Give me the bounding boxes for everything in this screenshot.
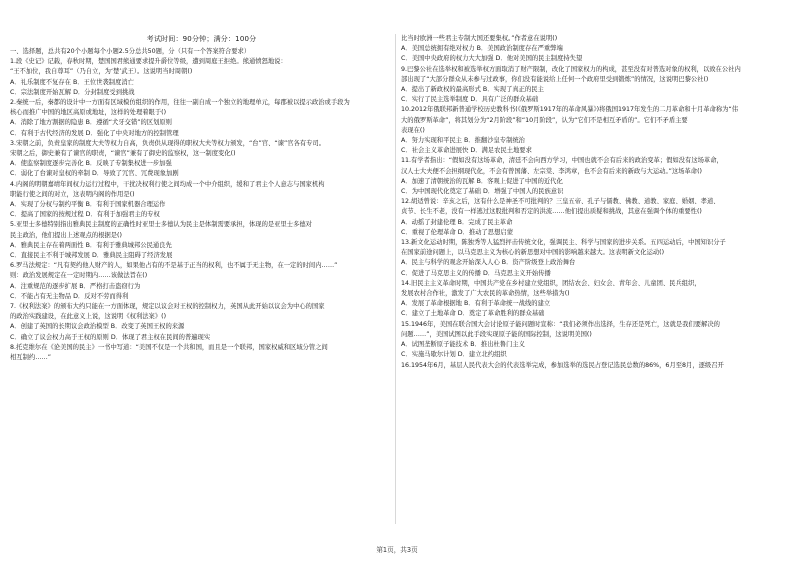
text-line: C．宗法制度开始瓦解 D．分封制度受到挑战 bbox=[10, 88, 135, 96]
text-line: 12.胡适曾说：辛亥之后，这有什么是神圣不可批判的？三皇五帝、孔子与儒教、佛教、道教、家庭、婚姻、孝道、 bbox=[401, 198, 720, 206]
text-line: 2.秦统一后，秦都的设计中一方面有区域模仿组织的作用，往往一副自成一个独立的地理单元，每郡被以提示政治或手段为 bbox=[10, 99, 350, 107]
text-line: A．消除了地方割据的隐患 B．遵循“犬牙交错”的区划原则 bbox=[10, 119, 172, 127]
text-line: 汉人士大夫便不会担纲现代化，不会有曾国藩、左宗棠、李鸿章，也不会有后来的新政与大运动。”这场革命() bbox=[401, 167, 702, 175]
text-line: A．民主与科学的观念开始深入人心 B．资产阶级登上政治舞台 bbox=[401, 259, 576, 267]
text-line: A．注重规范的逐步扩展 B．严格打击盗窃行为 bbox=[10, 282, 141, 290]
text-line: A．提出了新政权的最高形式 B．实现了真正的民主 bbox=[401, 86, 544, 94]
text-line: A．努力实现和平民主 B．推翻沙皇专制统治 bbox=[401, 137, 525, 145]
text-line: 7.《权利法案》的颁布大约只能在一方面体现，规定以议会对王权的控制权力，英国从此开始以议会为中心的国家 bbox=[10, 303, 325, 311]
text-line: “王不加位，我自尊耳”（乃自立，为‘楚’武王）。这说明当时周朝() bbox=[10, 68, 193, 76]
text-line: 比当时欧洲一些君主专制大国还要集权。”作者意在说明() bbox=[401, 35, 558, 42]
text-line: 则：政治发展规定在一定时期内……该做法旨在() bbox=[10, 272, 148, 280]
text-line: C．为中国现代化奠定了基础 D．增强了中国人的民族意识 bbox=[401, 188, 564, 196]
text-line: A．创建了英国的长期议会政治模型 B．改变了英国王权的来源 bbox=[10, 323, 185, 331]
text-line: A．雅典民主存在着两面性 B．有利于雅典城邦公民通良先 bbox=[10, 241, 172, 249]
left-column bbox=[10, 34, 393, 524]
text-line: 表现在() bbox=[401, 126, 425, 134]
column-divider bbox=[395, 34, 396, 524]
text-line: 民主政治，他们提出上述观点的根据是() bbox=[10, 231, 122, 239]
text-line: 11.有学者指出：“假如没有这场革命，清廷不会向西方学习，中国也就不会有后来的政治变革；假如没有这场革命， bbox=[401, 157, 723, 165]
text-line: 贞节、长生不老，没有一样逃过这股批判和否定的洪流……他们提出质疑和挑战，其意在强调个体的重要性() bbox=[401, 208, 702, 216]
exam-info: 考试时间：90分钟；满分：100分 bbox=[146, 35, 257, 43]
text-line: A．动摇了封建伦理 B．完成了民主革命 bbox=[401, 218, 513, 226]
text-line: 一、选择题，总共有20个小题每个小题2.5分总共50题，分（只有一个答案符合要求） bbox=[10, 48, 251, 55]
text-line: 10.2012年俄联邦新普通学校历史教科书(《俄罗斯1917年的革命风暴》)将俄国1917年发生的二月革命和十月革命称为“伟 bbox=[401, 106, 739, 114]
text-line: 8.托克维尔在《论美国的民主》一书中写道：“美国不仅是一个共和国，而且是一个联邦，国家权威和区域分管之间 bbox=[10, 343, 328, 351]
text-line: 3.宋朝之前，负责皇家的制度大夫等权力自高，负责供从现得的职权大夫等权力颁发，“台”官、“谏”官各有专司。 bbox=[10, 139, 326, 147]
text-line: 职能行使之间的对立，这表明内阁的作用是() bbox=[10, 190, 135, 198]
text-line: C．不能占有无主物品 D．反对不劳而得利 bbox=[10, 292, 129, 300]
text-line: C．重视了伦理革命 D．推动了思想启蒙 bbox=[401, 228, 513, 236]
text-line: 发展农村合作社，激发了广大农民的革命热情，这些举措为() bbox=[401, 290, 570, 298]
text-line: A．加速了清朝统治的瓦解 B．客观上促进了中国的近代化 bbox=[401, 177, 563, 185]
text-line: C．建立了土地革命 D．奠定了革命胜利的群众基础 bbox=[401, 310, 545, 318]
text-line: A．实现了分权与制约平衡 B．有利于国家机器合理运作 bbox=[10, 201, 166, 209]
text-line: 15.1946年，美国在联合国大会讨论原子能问题时宣称：“我们必须作出选择，生存还是死亡，这就是我们要解决的 bbox=[401, 320, 720, 328]
text-line: 1.段《史记》记载，春秋时期，楚国国君熊通要求提升爵位等级，遭到周庭王拒绝。熊通愤怒地说： bbox=[10, 58, 287, 66]
text-line: C．社会主义革命进展快 D．满足农民土地要求 bbox=[401, 147, 532, 155]
text-line: 14.旧民主主义革命时期，中国共产党在乡村建立党组织，团结农会、妇女会、青年会、儿童团、民兵组织， bbox=[401, 279, 701, 287]
text-line: C．实施马歇尔计划 D．建立北约组织 bbox=[401, 351, 507, 359]
text-line: C．促进了马克思主义的传播 D．马克思主义开始传播 bbox=[401, 269, 551, 277]
text-line: 核心而推广中国的地区高原或地址，这样的处理着眼于() bbox=[10, 109, 167, 117]
text-line: A．使监察制度逐步完善化 B．反映了专制集权进一步加强 bbox=[10, 160, 172, 168]
text-line: 5.亚里士多德特别指出雅典民主制度的正确性时亚里士多德认为民主是体制需要承担，体现的是亚里士多德对 bbox=[10, 221, 312, 229]
text-line: 大的俄罗斯革命”，将其划分为“2月阶段”和“10月阶段”，认为“它们不是相互矛盾的”。它们不矛盾主要 bbox=[401, 116, 688, 124]
text-line: 问题……”，美国试图以此手段实现原子能的国际控制，这说明美国() bbox=[401, 330, 592, 338]
text-line: 16.1954年6月，基层人民代表大会的代表选举完成，参加选举的选民占登记选民总数的86%，6月至8月，逐级召开 bbox=[401, 361, 724, 369]
text-line: C．确立了议会权力高于王权的原则 D．体现了君主权在民间的普遍现实 bbox=[10, 333, 211, 341]
text-line: C．弱化了台谏对皇权的牵制 D．导致了冗官、冗费现象加剧 bbox=[10, 170, 179, 178]
text-line: 6.罗马法规定：“凡有契约他人财产的人，如果他占有的不是基于正当的权利，也不属于无主物，在一定的时间内……” bbox=[10, 262, 338, 270]
text-line: 部出现了“大部分群众从未参与过政事，你们没有能说给上任何一个政府里受到锻炼”的情况，这说明巴黎公社() bbox=[401, 75, 709, 83]
text-line: A．发展了革命根据地 B．有利于革命统一战线的建立 bbox=[401, 300, 551, 308]
text-line: 宋朝之后，御史兼有了谏官的职责，“谏官”兼有了御史的监察权，这一制度变化() bbox=[10, 150, 236, 158]
text-line: 的政治实践建设，在此意义上说，这说明《权利法案》() bbox=[10, 313, 167, 321]
text-line: C．有利于古代经济的发展 D．强化了中央对地方的控制管理 bbox=[10, 129, 179, 137]
text-line: 13.新文化运动时期，陈独秀等人猛烈抨击传统文化，强调民主、科学与国家的进步关系。五四运动后，中国知识分子 bbox=[401, 239, 726, 247]
right-column bbox=[401, 34, 784, 524]
text-line: 9.巴黎公社在选举权和被选举权方面取消了财产限制，改化了国家权力的构成，甚至没有对普选对象的权利，以致在公社内 bbox=[401, 65, 741, 73]
text-line: 4.内阁的明朝嘉靖年间权力运行过程中，干扰决权利行使之间均成一个中介组织，缓和了君主个人意志与国家机构 bbox=[10, 180, 325, 188]
text-line: A．美国总统拥有绝对权力 B．美国政治制度存在严重弊端 bbox=[401, 45, 563, 53]
text-line: 在国家前途问题上，以马克思主义为核心的新思想对中国的影响越来越大。这表明新文化运动() bbox=[401, 249, 665, 257]
text-line: A．试图垄断原子能技术 B．推出杜鲁门主义 bbox=[401, 341, 525, 349]
text-line: C．提高了国家的按规过程 D．有利于加强君主的专权 bbox=[10, 211, 160, 219]
page-footer: 第1页，共3页 bbox=[376, 546, 418, 554]
text-line: C．实行了民主选举制度 D．具有广泛的群众基础 bbox=[401, 96, 539, 104]
text-line: C．直接民主不利于城邦发展 D．雅典民主阻碍了经济发展 bbox=[10, 252, 173, 260]
text-line: A．礼乐制度不复存在 B．王位世袭制度消亡 bbox=[10, 78, 134, 86]
text-line: 相互制约……” bbox=[10, 354, 52, 362]
text-line: C．美国中央政府的权力大大加强 D．他对美国的民主制度持失望 bbox=[401, 55, 583, 63]
